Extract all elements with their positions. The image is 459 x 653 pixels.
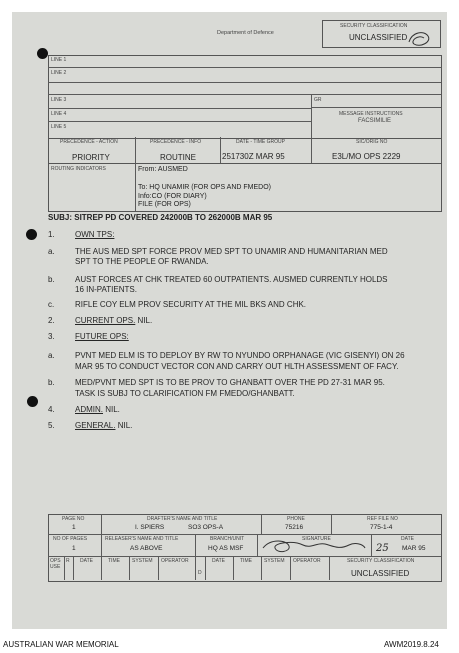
para-tail: NIL. — [135, 316, 153, 325]
divider — [290, 556, 291, 580]
message-instructions-value: FACSIMILIE — [358, 118, 392, 124]
phone-value: 75216 — [285, 524, 304, 531]
punch-hole — [27, 396, 38, 407]
ops-use-label: OPS USE — [50, 558, 61, 570]
para-num: 4. — [48, 405, 55, 414]
branch-label: BRANCH/UNIT — [210, 536, 245, 542]
divider — [101, 556, 102, 580]
handwritten-initials — [406, 30, 436, 50]
dtg-label: DATE - TIME GROUP — [236, 139, 285, 145]
routing-indicators-label: ROUTING INDICATORS — [51, 166, 106, 172]
para-num: 2. — [48, 316, 55, 325]
sic-label: SIC/ORIG NO — [356, 139, 388, 145]
col-system2-label: SYSTEM — [264, 558, 285, 564]
divider — [205, 556, 206, 580]
precedence-info-label: PRECEDENCE - INFO — [150, 139, 202, 145]
footer-catalog-number: AWM2019.8.24 — [384, 640, 439, 649]
routing-info: Info:CO (FOR DIARY) — [138, 193, 207, 200]
para-text: SPT TO THE PEOPLE OF RWANDA. — [75, 257, 209, 266]
date-day: 25 — [376, 543, 389, 554]
para-num: c. — [48, 300, 55, 309]
para-heading: OWN TPS: — [75, 230, 115, 239]
divider — [371, 534, 372, 556]
phone-label: PHONE — [287, 516, 305, 522]
para-num: a. — [48, 351, 55, 360]
col-date2-label: DATE — [212, 558, 225, 564]
drafter-title: SO3 OPS-A — [188, 524, 224, 531]
divider — [195, 556, 196, 580]
divider — [331, 514, 332, 535]
precedence-info-value: ROUTINE — [160, 153, 196, 162]
divider — [48, 121, 311, 122]
message-instructions-label: MESSAGE INSTRUCTIONS — [339, 111, 403, 117]
divider — [48, 82, 441, 83]
address-line-1: LINE 1 — [51, 57, 67, 63]
para-tail: NIL. — [103, 405, 120, 414]
divider — [311, 107, 441, 108]
handwritten-signature — [259, 536, 369, 556]
col-time-label: TIME — [108, 558, 120, 564]
releaser-value: AS ABOVE — [130, 545, 163, 552]
security-classification-label: SECURITY CLASSIFICATION — [340, 23, 408, 29]
dtg-value: 251730Z MAR 95 — [222, 152, 285, 161]
para-heading-line — [75, 421, 132, 430]
col-r-label: R — [66, 558, 70, 564]
divider — [48, 534, 441, 535]
divider — [73, 556, 74, 580]
routing-file: FILE (FOR OPS) — [138, 201, 191, 208]
drafter-name: I. SPIERS — [135, 524, 165, 531]
no-of-pages-label: NO OF PAGES — [53, 536, 88, 542]
address-line-2: LINE 2 — [51, 70, 67, 76]
para-text: 16 IN-PATIENTS. — [75, 285, 137, 294]
para-text: MED/PVNT MED SPT IS TO BE PROV TO GHANBATT OVER THE PD 27-31 MAR 95. — [75, 378, 385, 387]
col-system-label: SYSTEM — [132, 558, 153, 564]
branch-value: HQ AS MSF — [208, 545, 244, 552]
para-heading: FUTURE OPS: — [75, 332, 129, 341]
department-label: Department of Defence — [217, 30, 274, 36]
divider — [329, 556, 330, 580]
drafter-label: DRAFTER'S NAME AND TITLE — [147, 516, 218, 522]
para-heading: ADMIN. — [75, 405, 103, 414]
ref-file-label: REF FILE NO — [367, 516, 398, 522]
para-tail: NIL. — [115, 421, 133, 430]
divider — [220, 137, 221, 163]
para-heading-line — [75, 316, 152, 325]
para-text: PVNT MED ELM IS TO DEPLOY BY RW TO NYUNDO ORPHANAGE (VIC GISENYI) ON 26 — [75, 351, 405, 360]
page-no-label: PAGE NO — [62, 516, 85, 522]
bottom-security-value: UNCLASSIFIED — [351, 569, 410, 578]
col-time2-label: TIME — [240, 558, 252, 564]
gr-label: GR — [314, 97, 322, 103]
divider — [64, 556, 65, 580]
divider — [311, 94, 312, 137]
security-classification-value: UNCLASSIFIED — [349, 33, 408, 42]
precedence-action-label: PRECEDENCE - ACTION — [60, 139, 118, 145]
releaser-label: RELEASER'S NAME AND TITLE — [105, 536, 179, 542]
punch-hole — [37, 48, 48, 59]
divider — [48, 556, 441, 557]
date-month-year: MAR 95 — [402, 545, 426, 552]
para-num: b. — [48, 275, 55, 284]
divider — [135, 137, 136, 163]
no-of-pages-value: 1 — [72, 545, 76, 552]
para-heading-line — [75, 405, 120, 414]
page-no-value: 1 — [72, 524, 76, 531]
para-heading: CURRENT OPS. — [75, 316, 136, 325]
para-num: a. — [48, 247, 55, 256]
divider — [233, 556, 234, 580]
col-operator-label: OPERATOR — [161, 558, 189, 564]
bottom-security-label: SECURITY CLASSIFICATION — [347, 558, 415, 564]
divider — [261, 556, 262, 580]
date-label: DATE — [401, 536, 414, 542]
address-line-5: LINE 5 — [51, 124, 67, 130]
divider — [135, 163, 136, 211]
sic-value: E3L/MO OPS 2229 — [332, 152, 401, 161]
para-text: THE AUS MED SPT FORCE PROV MED SPT TO UNAMIR AND HUMANITARIAN MED — [75, 247, 388, 256]
divider — [261, 514, 262, 535]
para-num: 3. — [48, 332, 55, 341]
col-operator2-label: OPERATOR — [293, 558, 321, 564]
subject-line: SUBJ: SITREP PD COVERED 242000B TO 262000B MAR 95 — [48, 213, 273, 222]
para-num: 1. — [48, 230, 55, 239]
col-d-label: D — [198, 570, 202, 576]
divider — [48, 108, 311, 109]
divider — [158, 556, 159, 580]
footer-archive-name: AUSTRALIAN WAR MEMORIAL — [3, 640, 119, 649]
col-date-label: DATE — [80, 558, 93, 564]
para-heading: GENERAL. — [75, 421, 116, 430]
address-line-4: LINE 4 — [51, 111, 67, 117]
para-text: TASK IS SUBJ TO CLARIFICATION FM FMEDO/GHANBATT. — [75, 389, 295, 398]
divider — [129, 556, 130, 580]
para-text: AUST FORCES AT CHK TREATED 60 OUTPATIENTS. AUSMED CURRENTLY HOLDS — [75, 275, 388, 284]
para-num: 5. — [48, 421, 55, 430]
para-num: b. — [48, 378, 55, 387]
para-text: RIFLE COY ELM PROV SECURITY AT THE MIL BKS AND CHK. — [75, 300, 307, 309]
routing-to: To: HQ UNAMIR (FOR OPS AND FMEDO) — [138, 184, 272, 191]
address-line-3: LINE 3 — [51, 97, 67, 103]
divider — [257, 534, 258, 556]
divider — [101, 514, 102, 556]
divider — [195, 534, 196, 556]
signature-label: SIGNATURE — [302, 536, 331, 542]
divider — [48, 94, 441, 95]
routing-from: From: AUSMED — [138, 166, 188, 173]
divider — [311, 137, 312, 163]
divider — [48, 67, 441, 68]
ref-file-value: 775-1-4 — [370, 524, 393, 531]
para-text: MAR 95 TO CONDUCT VECTOR CON AND CARRY OUT HLTH ASSESSMENT OF FACY. — [75, 362, 399, 371]
precedence-action-value: PRIORITY — [72, 153, 110, 162]
punch-hole — [26, 229, 37, 240]
